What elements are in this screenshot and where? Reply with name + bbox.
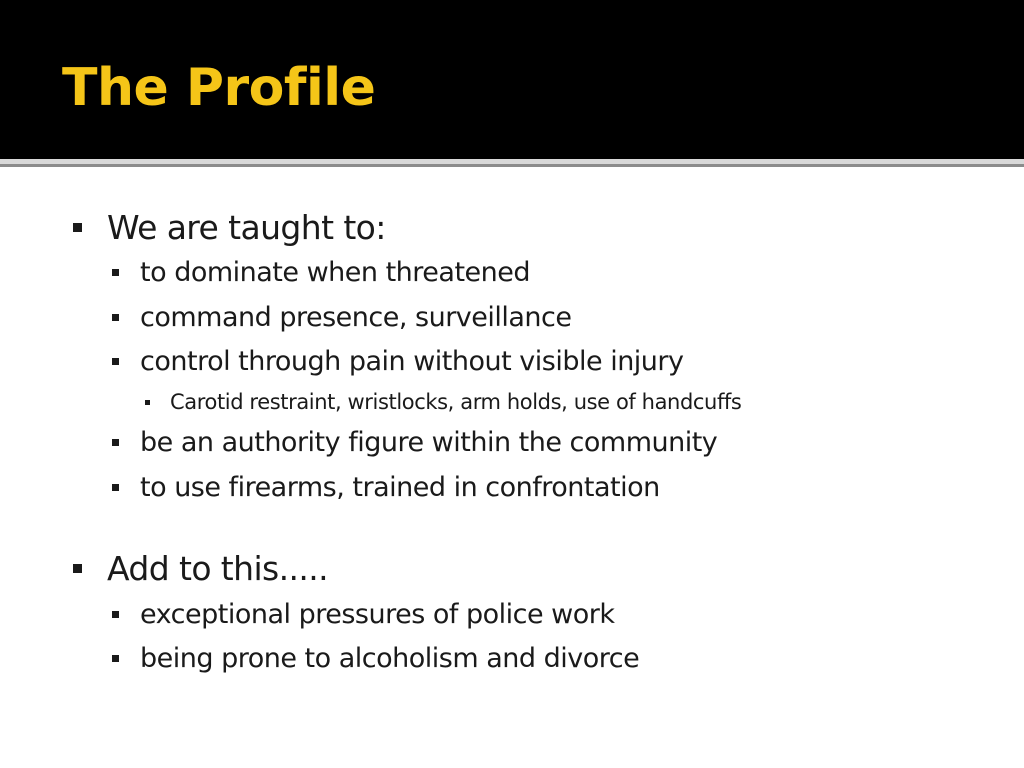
section-heading-add xyxy=(107,549,329,588)
list-item-text: to use firearms, trained in confrontation xyxy=(140,472,660,503)
list-item xyxy=(140,645,639,672)
list-item xyxy=(140,474,660,501)
square-bullet-icon xyxy=(112,439,119,446)
list-item-text: to dominate when threatened xyxy=(140,257,531,288)
square-bullet-icon xyxy=(112,484,119,491)
square-bullet-icon xyxy=(112,314,119,321)
list-item xyxy=(140,304,572,331)
list-item xyxy=(140,601,615,628)
square-bullet-icon xyxy=(73,223,82,232)
section-heading-text: Add to this..... xyxy=(107,549,329,588)
slide-title: The Profile xyxy=(62,58,376,118)
list-item-text: exceptional pressures of police work xyxy=(140,599,615,630)
square-bullet-icon xyxy=(73,564,82,573)
section-heading-taught xyxy=(107,208,386,247)
list-item-text: be an authority figure within the community xyxy=(140,427,718,458)
square-bullet-icon xyxy=(112,655,119,662)
square-bullet-icon xyxy=(145,400,150,405)
sub-list-item-text: Carotid restraint, wristlocks, arm holds, use of handcuffs xyxy=(170,390,742,414)
list-item xyxy=(140,259,530,286)
list-item xyxy=(140,429,717,456)
square-bullet-icon xyxy=(112,269,119,276)
title-band xyxy=(0,0,1024,159)
sub-list-item xyxy=(170,392,741,413)
title-divider-dark xyxy=(0,164,1024,167)
list-item xyxy=(140,348,684,375)
list-item-text: being prone to alcoholism and divorce xyxy=(140,643,640,674)
list-item-text: command presence, surveillance xyxy=(140,302,572,333)
section-heading-text: We are taught to: xyxy=(107,208,386,247)
list-item-text: control through pain without visible injury xyxy=(140,346,684,377)
square-bullet-icon xyxy=(112,611,119,618)
square-bullet-icon xyxy=(112,358,119,365)
